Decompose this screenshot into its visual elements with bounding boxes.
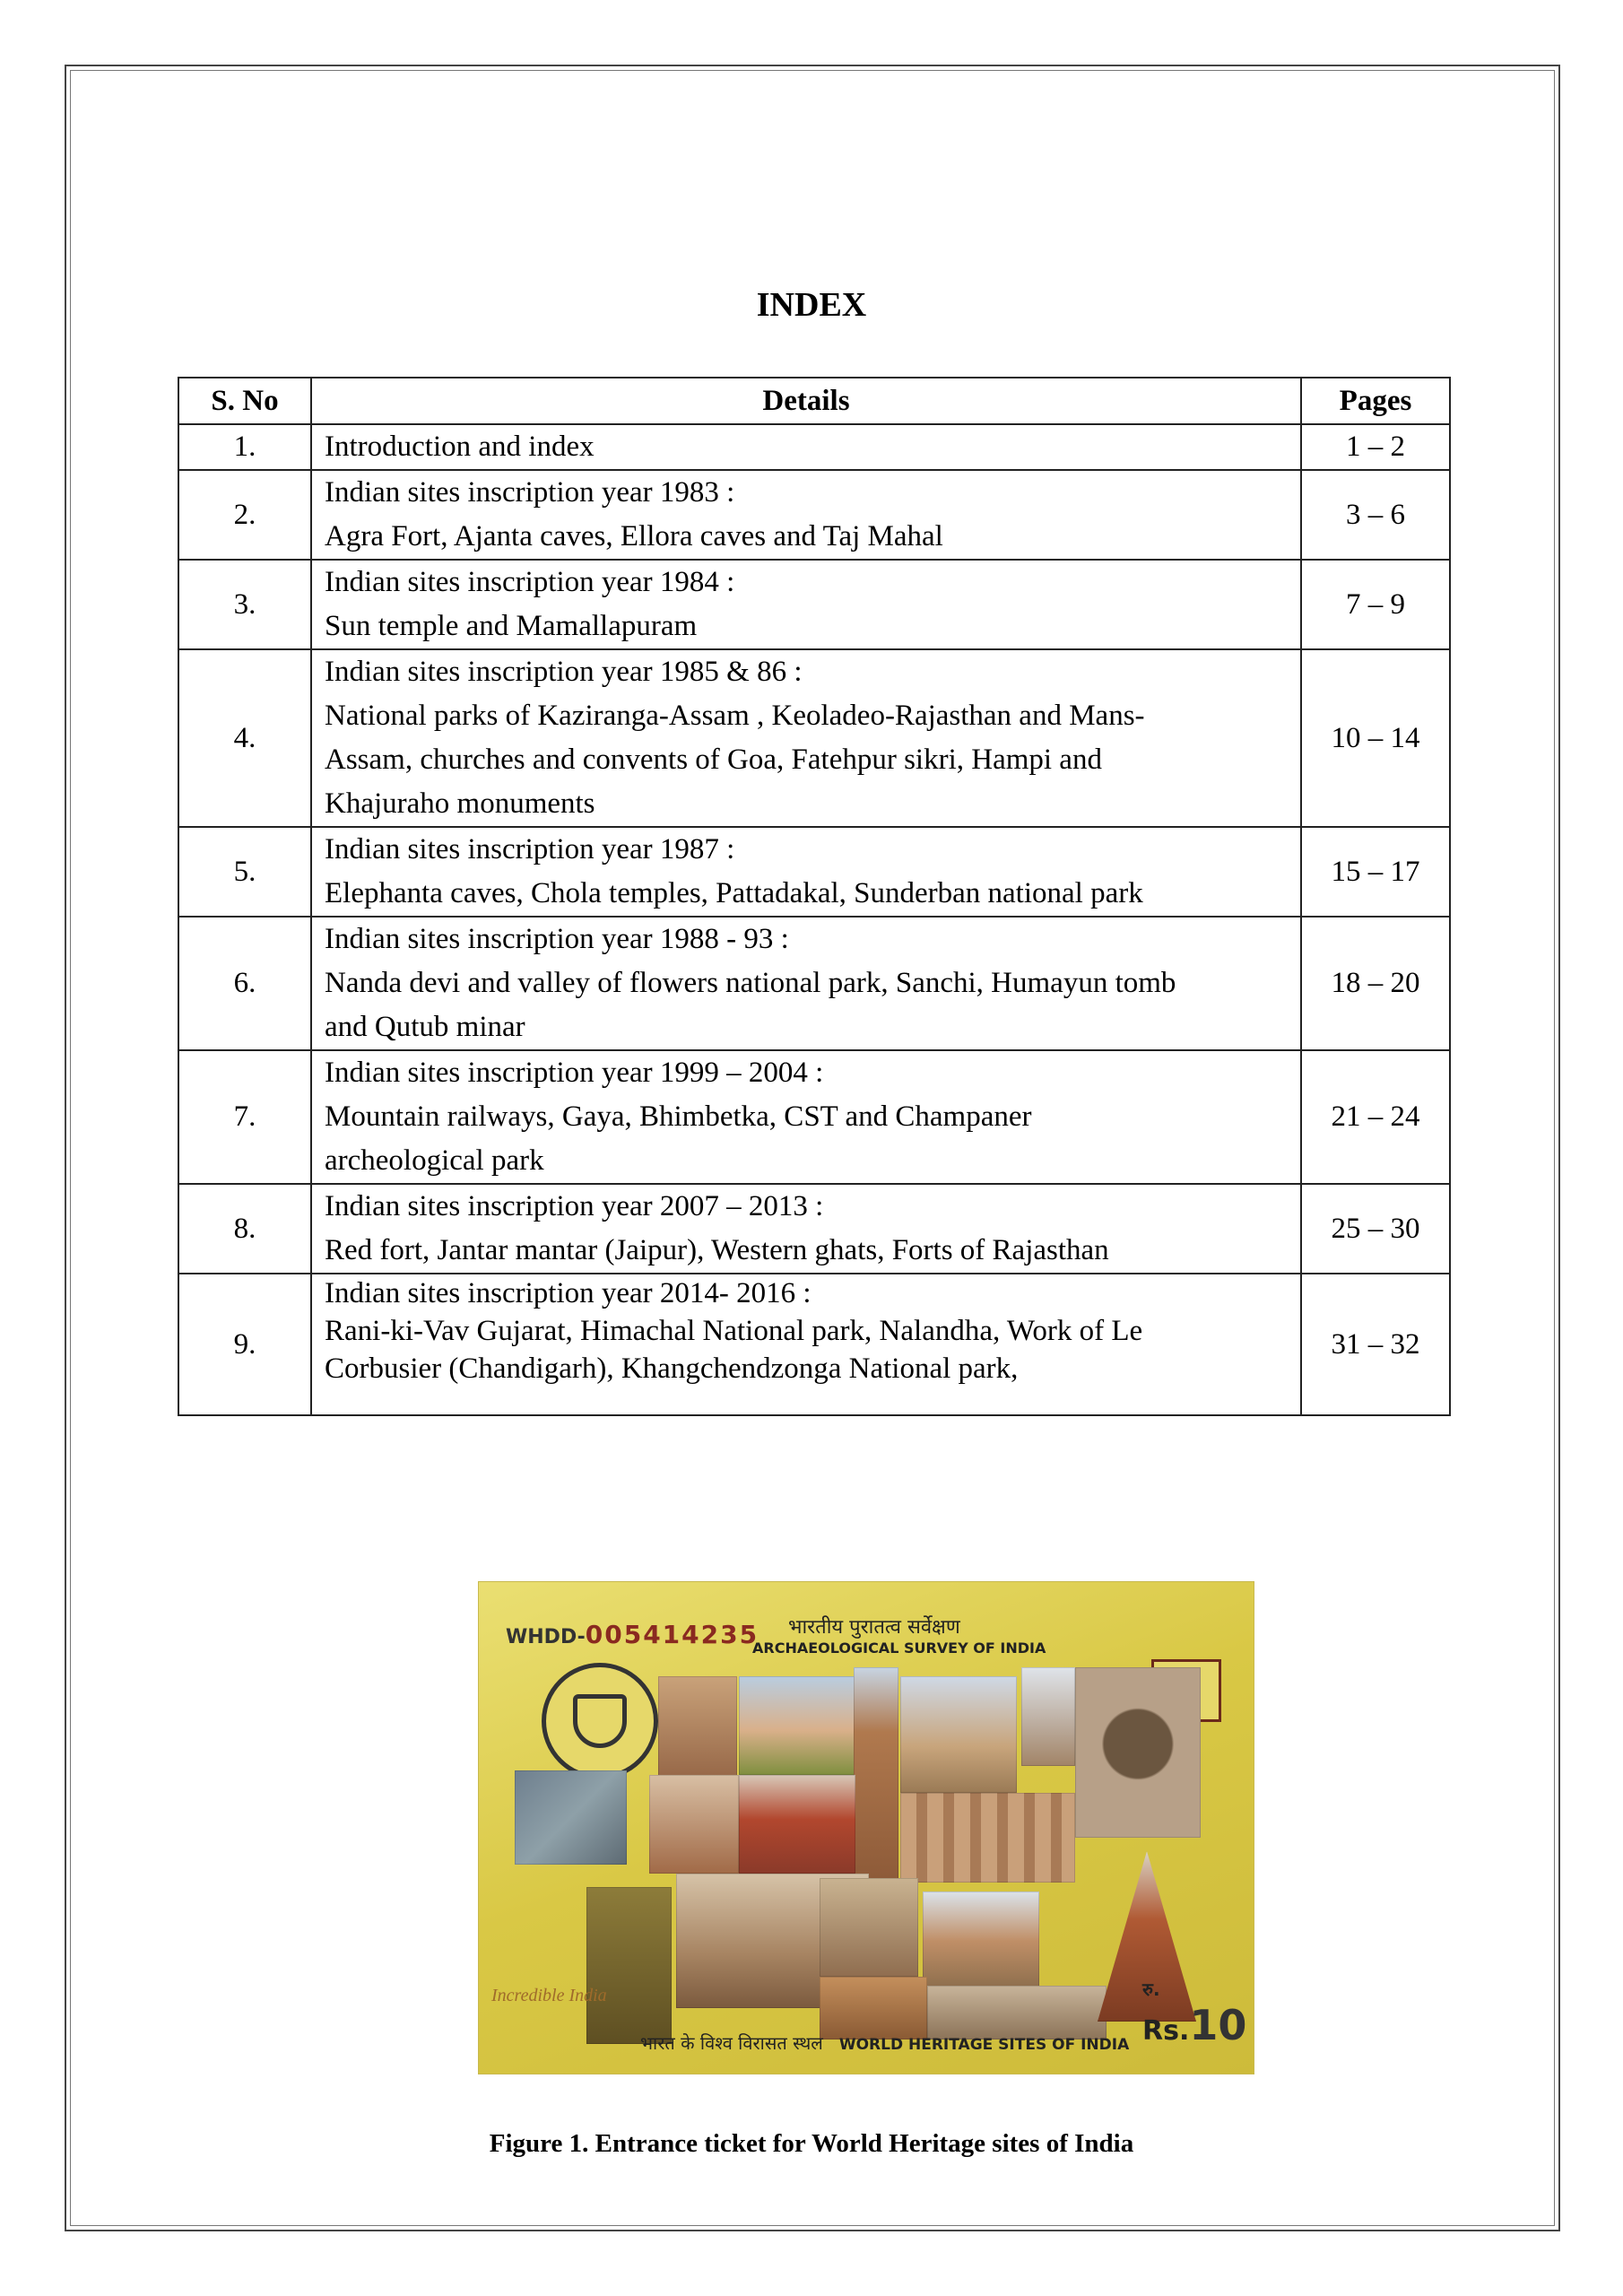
entrance-ticket-image <box>479 1582 1254 2074</box>
row-details-line: Indian sites inscription year 2007 – 2013 : <box>325 1190 824 1222</box>
row-pages: 15 – 17 <box>1301 827 1450 917</box>
row-sno: 3. <box>178 560 311 649</box>
row-details-line: Khajuraho monuments <box>325 787 595 820</box>
table-row <box>178 424 1450 470</box>
ticket-org-name: ARCHAEOLOGICAL SURVEY OF INDIA <box>752 1639 1046 1657</box>
row-pages: 1 – 2 <box>1301 424 1450 470</box>
row-details-line: Indian sites inscription year 1984 : <box>325 566 735 598</box>
world-heritage-emblem-icon <box>542 1663 658 1779</box>
site-photo-11 <box>586 1887 672 2044</box>
row-details-line: Indian sites inscription year 1999 – 2004 : <box>325 1057 824 1089</box>
site-photo-7 <box>515 1770 627 1865</box>
row-details-line: Mountain railways, Gaya, Bhimbetka, CST and Champaner <box>325 1100 1032 1133</box>
header-sno: S. No <box>178 378 311 424</box>
row-pages: 25 – 30 <box>1301 1184 1450 1274</box>
row-sno: 6. <box>178 917 311 1050</box>
row-details-line: and Qutub minar <box>325 1011 525 1043</box>
row-details <box>311 649 1301 827</box>
row-details-line: Red fort, Jantar mantar (Jaipur), Western ghats, Forts of Rajasthan <box>325 1234 1109 1266</box>
row-details-line: Rani-ki-Vav Gujarat, Himachal National park, Nalandha, Work of Le <box>325 1315 1143 1347</box>
site-photo-6 <box>1075 1667 1201 1838</box>
row-details-line: Agra Fort, Ajanta caves, Ellora caves and Taj Mahal <box>325 520 943 552</box>
index-title: INDEX <box>756 286 867 324</box>
ticket-serial <box>506 1620 759 1649</box>
table-row <box>178 1274 1450 1415</box>
header-details: Details <box>311 378 1301 424</box>
ticket-serial-prefix: WHDD- <box>506 1626 586 1648</box>
ticket-footer <box>640 2031 1129 2055</box>
row-details-line: archeological park <box>325 1144 544 1177</box>
site-photo-3 <box>854 1667 898 1883</box>
row-details-line: Introduction and index <box>325 430 595 463</box>
row-details-line: Nanda devi and valley of flowers national park, Sanchi, Humayun tomb <box>325 967 1176 999</box>
row-sno: 5. <box>178 827 311 917</box>
table-row <box>178 560 1450 649</box>
site-photo-14 <box>923 1892 1039 1990</box>
row-pages: 18 – 20 <box>1301 917 1450 1050</box>
row-details-line: Elephanta caves, Chola temples, Pattadakal, Sunderban national park <box>325 877 1143 909</box>
row-details-line: National parks of Kaziranga-Assam , Keoladeo-Rajasthan and Mans- <box>325 700 1145 732</box>
table-row <box>178 649 1450 827</box>
ticket-price-rs: Rs. <box>1142 2015 1190 2047</box>
row-sno: 8. <box>178 1184 311 1274</box>
incredible-india-logo: Incredible India <box>491 1986 607 2005</box>
ticket-hindi-heading: भारतीय पुरातत्व सर्वेक्षण <box>788 1616 960 1639</box>
row-details-line: Indian sites inscription year 2014- 2016 : <box>325 1277 812 1309</box>
row-details-line: Sun temple and Mamallapuram <box>325 610 698 642</box>
row-pages: 3 – 6 <box>1301 470 1450 560</box>
row-details <box>311 1050 1301 1184</box>
row-details <box>311 1184 1301 1274</box>
table-row <box>178 917 1450 1050</box>
ticket-hindi-footer: भारत के विश्व विरासत स्थल <box>640 2032 823 2054</box>
ticket-serial-number: 005414235 <box>585 1620 759 1649</box>
row-pages: 21 – 24 <box>1301 1050 1450 1184</box>
row-pages: 31 – 32 <box>1301 1274 1450 1415</box>
table-header-row <box>178 378 1450 424</box>
table-row <box>178 827 1450 917</box>
row-pages: 10 – 14 <box>1301 649 1450 827</box>
row-details-line: Indian sites inscription year 1988 - 93 : <box>325 923 789 955</box>
table-row <box>178 1050 1450 1184</box>
site-photo-8 <box>649 1775 739 1874</box>
header-pages: Pages <box>1301 378 1450 424</box>
row-details <box>311 917 1301 1050</box>
site-photo-10 <box>900 1793 1075 1883</box>
site-photo-2 <box>739 1676 855 1775</box>
index-table <box>178 377 1451 1416</box>
site-photo-9 <box>739 1775 855 1874</box>
table-row <box>178 470 1450 560</box>
ticket-price-hindi: रु. <box>1142 1979 1160 2000</box>
row-details-line: Assam, churches and convents of Goa, Fatehpur sikri, Hampi and <box>325 744 1102 776</box>
row-details-line: Indian sites inscription year 1987 : <box>325 833 735 865</box>
row-sno: 1. <box>178 424 311 470</box>
row-sno: 4. <box>178 649 311 827</box>
site-photo-13 <box>820 1878 918 1977</box>
site-photo-5 <box>1021 1667 1075 1766</box>
row-details <box>311 424 1301 470</box>
figure-caption: Figure 1. Entrance ticket for World Heritage sites of India <box>489 2129 1134 2158</box>
row-details-line: Indian sites inscription year 1983 : <box>325 476 735 509</box>
row-details <box>311 470 1301 560</box>
row-details <box>311 827 1301 917</box>
row-pages: 7 – 9 <box>1301 560 1450 649</box>
row-details <box>311 1274 1301 1415</box>
site-photo-4 <box>900 1676 1017 1793</box>
table-row <box>178 1184 1450 1274</box>
row-details-line: Indian sites inscription year 1985 & 86 : <box>325 656 803 688</box>
row-sno: 2. <box>178 470 311 560</box>
row-sno: 9. <box>178 1274 311 1415</box>
ticket-price <box>1142 1977 1246 2049</box>
index-table-body <box>178 424 1450 1415</box>
row-details-line: Corbusier (Chandigarh), Khangchendzonga National park, <box>325 1352 1019 1385</box>
row-sno: 7. <box>178 1050 311 1184</box>
ticket-footer-text: WORLD HERITAGE SITES OF INDIA <box>838 2036 1130 2054</box>
ticket-price-value: 10 <box>1189 2001 1247 2049</box>
row-details <box>311 560 1301 649</box>
